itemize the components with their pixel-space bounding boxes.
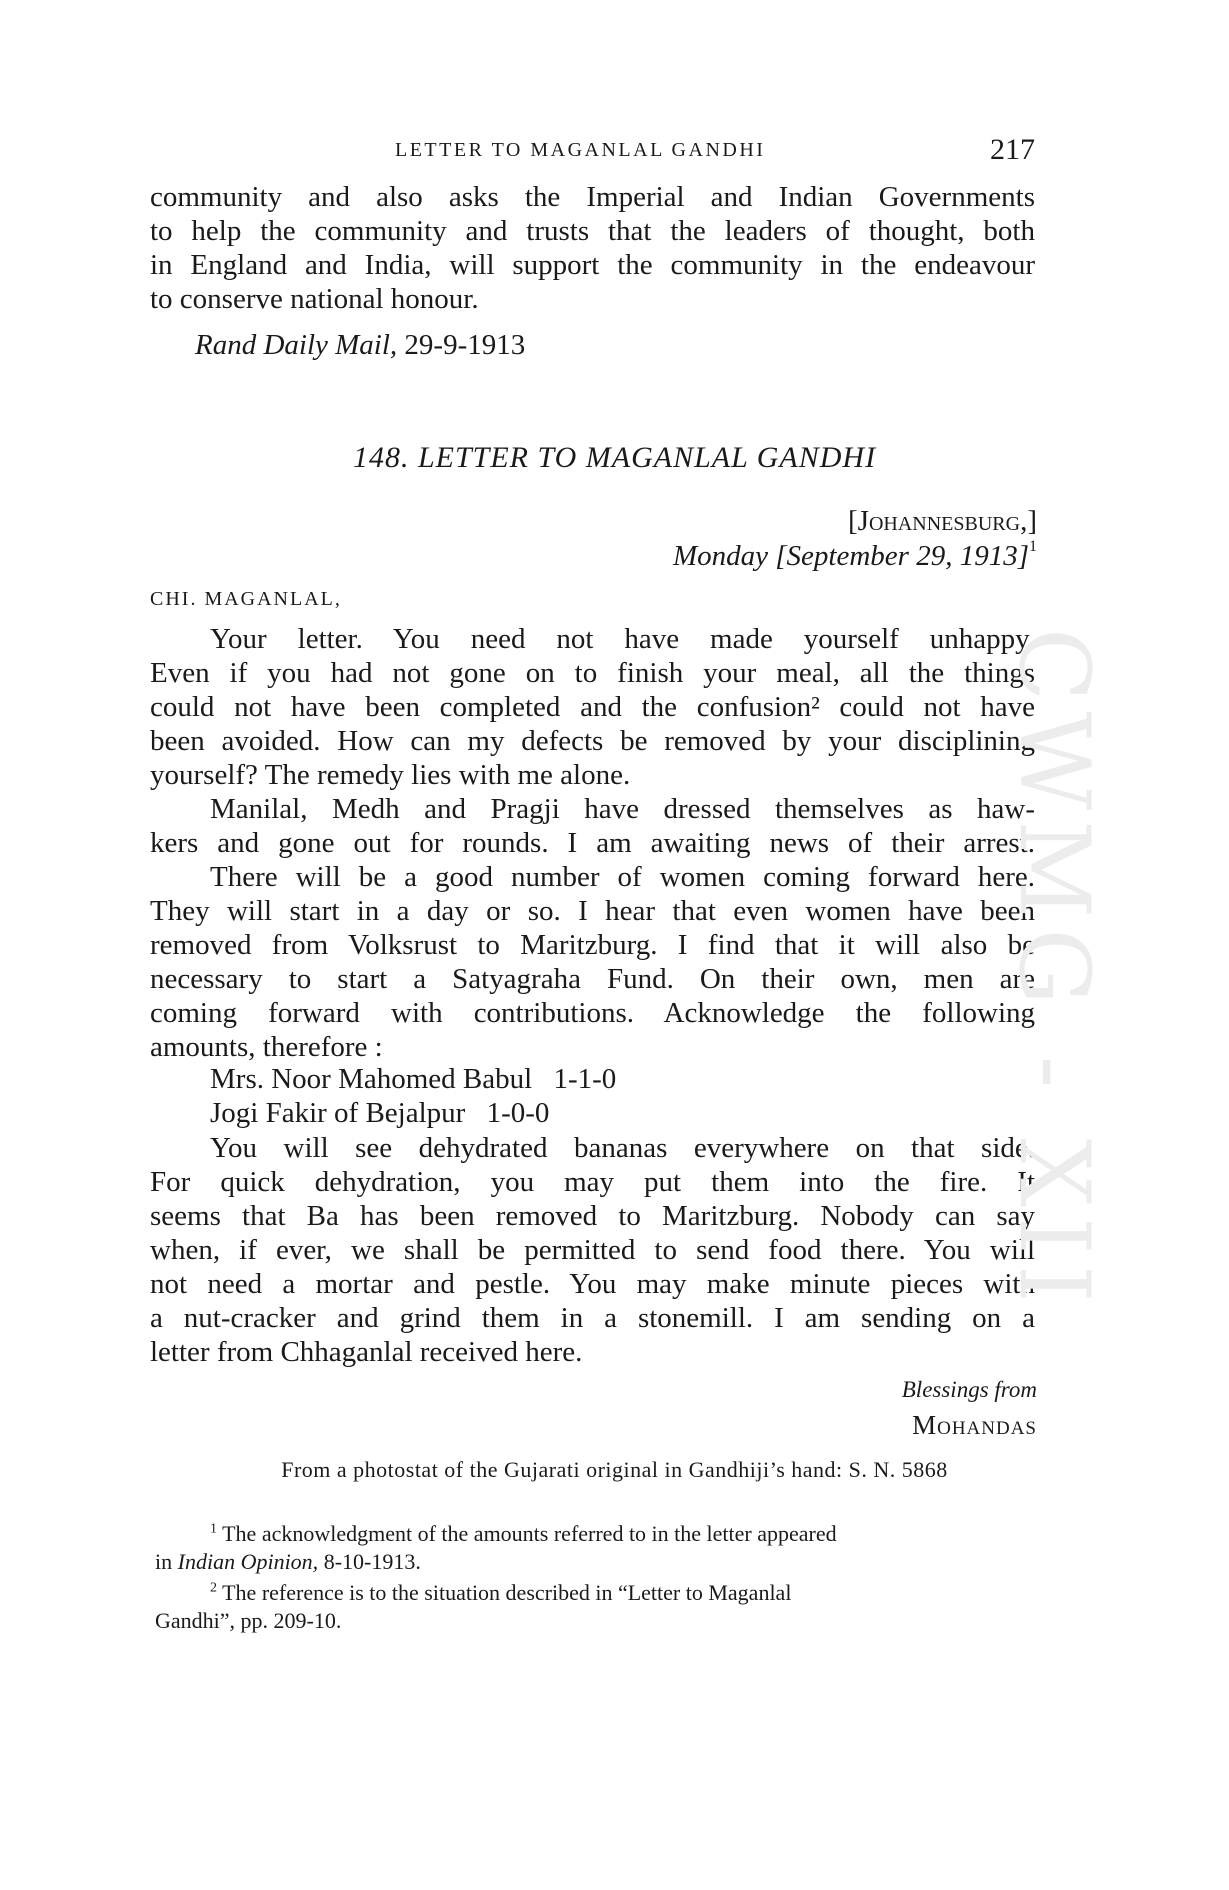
source-publication: Rand Daily Mail, [195, 329, 398, 361]
body-paragraph-2 [150, 792, 1035, 860]
footnote-text: Gandhi”, pp. 209-10. [155, 1608, 342, 1634]
text-line: There will be a good number of women coming forward here. [210, 861, 1035, 893]
footnote-text: The reference is to the situation described in “Letter to Maganlal [222, 1580, 792, 1606]
text-line: in England and India, will support the community in the endeavour [150, 249, 1035, 281]
source-citation [195, 329, 525, 362]
text-line: You will see dehydrated bananas everywhere on that side. [210, 1132, 1035, 1164]
text-line: a nut-cracker and grind them in a stonemill. I am sending on a [150, 1302, 1035, 1334]
text-line: seems that Ba has been removed to Maritzburg. Nobody can say [150, 1200, 1035, 1232]
text-line: kers and gone out for rounds. I am awaiting news of their arrest. [150, 827, 1035, 859]
text-line: Even if you had not gone on to finish your meal, all the things [150, 657, 1035, 689]
text-line: been avoided. How can my defects be removed by your disciplining [150, 725, 1035, 757]
text-line: could not have been completed and the confusion² could not have [150, 691, 1035, 723]
amount-name: Mrs. Noor Mahomed Babul [210, 1063, 533, 1095]
footnote-marker: 1 [210, 1522, 217, 1537]
footnote-1 [155, 1516, 1035, 1576]
amount-row [210, 1063, 616, 1096]
signoff: Blessings from [901, 1377, 1037, 1402]
text-line: removed from Volksrust to Maritzburg. I find that it will also be [150, 929, 1035, 961]
footnote-publication: Indian Opinion, [177, 1549, 319, 1575]
footnote-text: in [155, 1549, 178, 1575]
text-line: community and also asks the Imperial and Indian Governments [150, 181, 1035, 213]
footnote-text: 8-10-1913. [318, 1549, 421, 1575]
watermark: CWMG - XII [998, 627, 1110, 1313]
text-line: to conserve national honour. [150, 283, 479, 315]
text-line: coming forward with contributions. Acknowledge the following [150, 997, 1035, 1029]
salutation: CHI. MAGANLAL, [150, 588, 342, 610]
footnote-text: The acknowledgment of the amounts referred to in the letter appeared [222, 1521, 837, 1547]
text-line: to help the community and trusts that the leaders of thought, both [150, 215, 1035, 247]
amount-row [210, 1097, 549, 1130]
continuation-paragraph [150, 180, 1035, 316]
amount-value: 1-1-0 [553, 1063, 617, 1095]
source-date: 29-9-1913 [404, 329, 526, 361]
running-header [150, 133, 1035, 173]
dateline-text: Monday [September 29, 1913] [672, 540, 1029, 572]
text-line: yourself? The remedy lies with me alone. [150, 759, 631, 791]
body-paragraph-3 [150, 860, 1035, 1064]
letter-place: [Johannesburg,] [848, 505, 1037, 537]
amount-name: Jogi Fakir of Bejalpur [210, 1097, 466, 1129]
section-heading: 148. LETTER TO MAGANLAL GANDHI [352, 441, 877, 474]
signature: Mohandas [912, 1410, 1037, 1440]
footnote-ref-1: 1 [1029, 538, 1037, 555]
page-number: 217 [990, 133, 1035, 166]
running-title: LETTER TO MAGANLAL GANDHI [395, 139, 766, 161]
text-line: They will start in a day or so. I hear that even women have been [150, 895, 1035, 927]
text-line: letter from Chhaganlal received here. [150, 1336, 583, 1368]
text-line: Manilal, Medh and Pragji have dressed themselves as haw- [210, 793, 1035, 825]
body-paragraph-1 [150, 622, 1035, 792]
provenance-note: From a photostat of the Gujarati original in Gandhiji’s hand: S. N. 5868 [281, 1457, 948, 1482]
footnote-2 [155, 1575, 1035, 1635]
letter-dateline [673, 540, 1037, 573]
amount-value: 1-0-0 [486, 1097, 550, 1129]
text-line: not need a mortar and pestle. You may make minute pieces with [150, 1268, 1035, 1300]
text-line: For quick dehydration, you may put them into the fire. It [150, 1166, 1035, 1198]
text-line: amounts, therefore : [150, 1031, 383, 1063]
footnote-marker: 2 [210, 1581, 217, 1596]
text-line: necessary to start a Satyagraha Fund. On their own, men are [150, 963, 1035, 995]
text-line: when, if ever, we shall be permitted to send food there. You will [150, 1234, 1035, 1266]
body-paragraph-4 [150, 1131, 1035, 1369]
text-line: Your letter. You need not have made yourself unhappy. [210, 623, 1035, 655]
